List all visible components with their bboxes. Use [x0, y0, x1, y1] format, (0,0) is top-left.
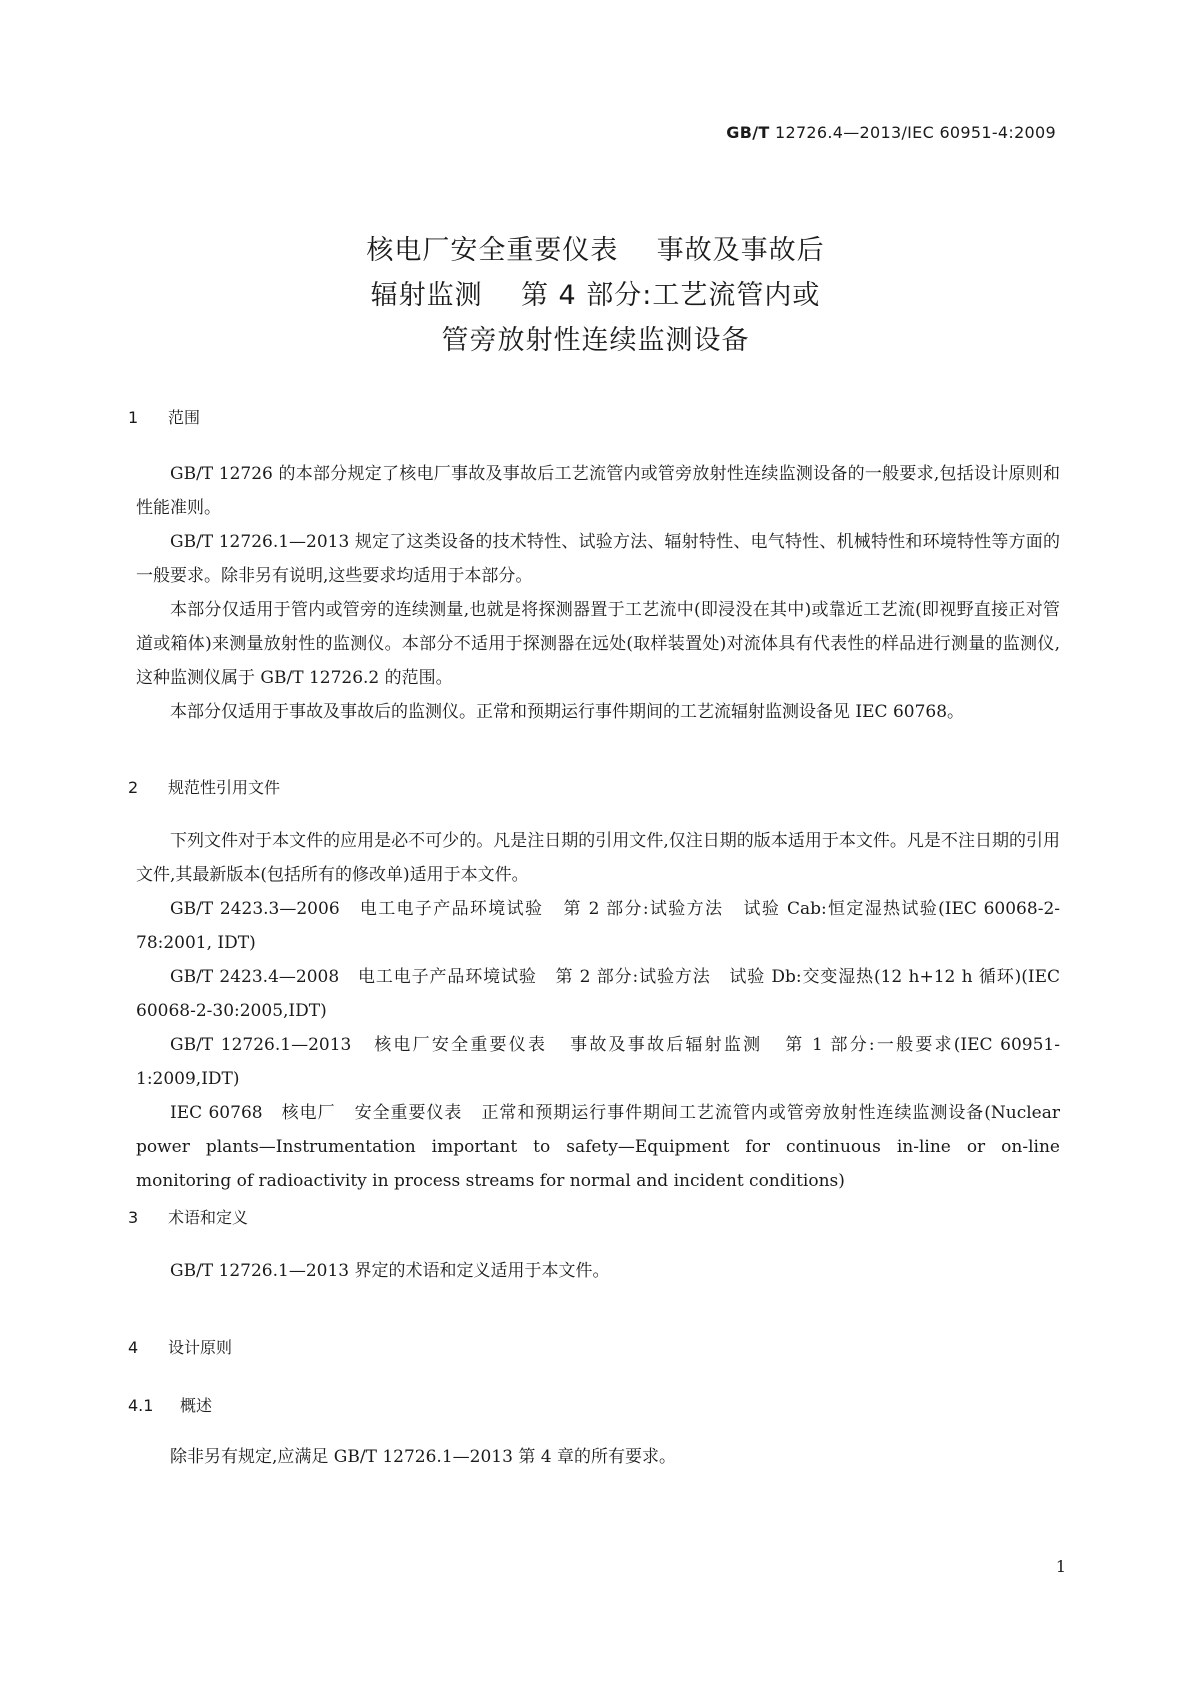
reference-entry: IEC 60768 核电厂 安全重要仪表 正常和预期运行事件期间工艺流管内或管旁放射性连续监测设备(Nuclear power plants—Instrumentation important to safety—Equipment for continuous in-line or on-line monitoring of radioactivity in process streams for normal and incident conditions) [136, 1103, 1066, 1191]
page-number: 1 [1055, 1557, 1066, 1576]
paragraph: GB/T 12726 的本部分规定了核电厂事故及事故后工艺流管内或管旁放射性连续监测设备的一般要求,包括设计原则和性能准则。 [136, 464, 1060, 518]
section-number: 1 [128, 408, 139, 427]
title-line-1: 核电厂安全重要仪表 事故及事故后 [366, 235, 825, 266]
section-title: 概述 [180, 1396, 213, 1415]
section-title: 设计原则 [168, 1338, 233, 1357]
paragraph: GB/T 12726.1—2013 界定的术语和定义适用于本文件。 [170, 1261, 610, 1281]
title-line-2: 辐射监测 第 4 部分:工艺流管内或 [370, 280, 821, 311]
section-title: 规范性引用文件 [168, 778, 281, 797]
reference-entry: GB/T 2423.3—2006 电工电子产品环境试验 第 2 部分:试验方法 试验 Cab:恒定湿热试验(IEC 60068-2-78:2001, IDT) [136, 899, 1060, 953]
section-title: 范围 [168, 408, 201, 427]
section-number: 4 [128, 1338, 139, 1357]
paragraph: 下列文件对于本文件的应用是必不可少的。凡是注日期的引用文件,仅注日期的版本适用于本文件。凡是不注日期的引用文件,其最新版本(包括所有的修改单)适用于本文件。 [136, 831, 1060, 885]
reference-entry: GB/T 12726.1—2013 核电厂安全重要仪表 事故及事故后辐射监测 第 1 部分:一般要求(IEC 60951-1:2009,IDT) [136, 1035, 1060, 1089]
reference-entry: GB/T 2423.4—2008 电工电子产品环境试验 第 2 部分:试验方法 试验 Db:交变湿热(12 h+12 h 循环)(IEC 60068-2-30:2005,IDT) [136, 967, 1066, 1021]
document-title [0, 228, 1191, 363]
section-number: 4.1 [128, 1396, 154, 1415]
section-2-heading [128, 775, 280, 798]
section-3-heading [128, 1205, 248, 1228]
paragraph: 本部分仅适用于事故及事故后的监测仪。正常和预期运行事件期间的工艺流辐射监测设备见 IEC 60768。 [170, 702, 965, 722]
section-number: 3 [128, 1208, 139, 1227]
paragraph: 本部分仅适用于管内或管旁的连续测量,也就是将探测器置于工艺流中(即浸没在其中)或靠近工艺流(即视野直接正对管道或箱体)来测量放射性的监测仪。本部分不适用于探测器在远处(取样装置处)对流体具有代表性的样品进行测量的监测仪,这种监测仪属于 GB/T 12726.2 的范围。 [136, 600, 1060, 688]
title-line-3: 管旁放射性连续监测设备 [441, 325, 750, 356]
standard-code-prefix: GB/T [726, 123, 770, 142]
standard-code [726, 123, 1056, 142]
section-4-1-heading [128, 1393, 212, 1416]
paragraph: 除非另有规定,应满足 GB/T 12726.1—2013 第 4 章的所有要求。 [170, 1447, 676, 1467]
section-number: 2 [128, 778, 139, 797]
standard-code-rest: 12726.4—2013/IEC 60951-4:2009 [769, 123, 1056, 142]
section-4-heading [128, 1335, 232, 1358]
paragraph: GB/T 12726.1—2013 规定了这类设备的技术特性、试验方法、辐射特性、电气特性、机械特性和环境特性等方面的一般要求。除非另有说明,这些要求均适用于本部分。 [136, 532, 1060, 586]
section-1-heading [128, 405, 200, 428]
section-title: 术语和定义 [168, 1208, 249, 1227]
